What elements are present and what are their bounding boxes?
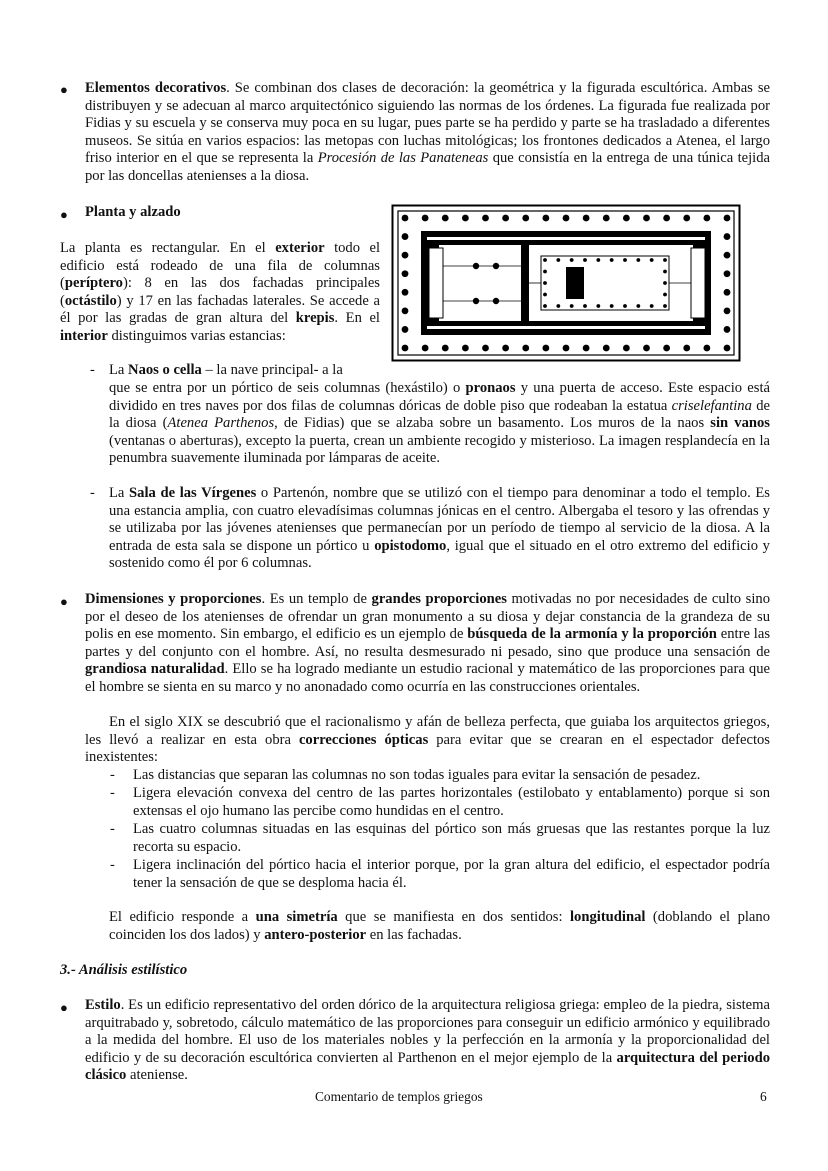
column-dot <box>724 345 731 352</box>
column-dot <box>542 345 549 352</box>
column-dot <box>663 215 670 222</box>
column-dot <box>583 304 587 308</box>
column-dot <box>603 345 610 352</box>
paragraph-naos-first-line: La Naos o cella – la nave principal- a la <box>109 362 343 378</box>
column-dot <box>703 345 710 352</box>
column-dot <box>522 215 529 222</box>
list-item: Ligera inclinación del pórtico hacia el interior porque, por la gran altura del edificio, el espectador podría tener la sensación de que se desploma hacia él. <box>133 857 770 891</box>
column-dot <box>543 258 547 262</box>
column-dot <box>570 258 574 262</box>
list-dash: - <box>110 785 115 801</box>
column-dot <box>542 215 549 222</box>
column-dot <box>623 258 627 262</box>
column-dot <box>583 258 587 262</box>
column-dot <box>724 252 731 259</box>
column-dot <box>563 345 570 352</box>
list-dash: - <box>90 485 95 501</box>
column-dot <box>462 345 469 352</box>
paragraph-correcciones: En el siglo XIX se descubrió que el racionalismo y afán de belleza perfecta, que guiaba los arquitectos griegos, les llevó a realizar en esta obra correcciones ópticas para evitar que se crearan en el espectador defectos inexistentes: <box>85 714 770 766</box>
column-dot <box>422 345 429 352</box>
column-dot <box>703 215 710 222</box>
column-dot <box>402 345 409 352</box>
column-dot <box>724 233 731 240</box>
bullet: ● <box>60 207 68 222</box>
heading-planta: Planta y alzado <box>85 204 181 220</box>
bullet: ● <box>60 1000 68 1015</box>
column-dot <box>610 304 614 308</box>
column-dot <box>543 304 547 308</box>
column-dot <box>402 215 409 222</box>
list-item: Ligera elevación convexa del centro de las partes horizontales (estilobato y entablamento) porque si son extensas el ojo humano las percibe como hundidas en el centro. <box>133 785 770 819</box>
paragraph-estilo: Estilo. Es un edificio representativo del orden dórico de la arquitectura religiosa griega: empleo de la piedra, sistema arquitrabado y, sobretodo, cálculo matemático de las proporciones para conseguir un edificio armónico y equilibrado a la medida del hombre. El uso de los materiales nobles y la perfección en la armonía y la proporcionalidad del edificio y de su decoración escultórica convierten al Parthenon en el mejor ejemplo de la arquitectura del periodo clásico ateniense. <box>85 997 770 1084</box>
column-dot <box>724 307 731 314</box>
list-dash: - <box>110 821 115 837</box>
column-dot <box>402 252 409 259</box>
column-dot <box>583 215 590 222</box>
column-dot <box>663 270 667 274</box>
column-dot <box>663 304 667 308</box>
column-dot <box>596 258 600 262</box>
column-dot <box>724 326 731 333</box>
column-dot <box>442 345 449 352</box>
column-dot <box>570 304 574 308</box>
column-dot <box>543 293 547 297</box>
column-dot <box>683 345 690 352</box>
page-number: 6 <box>760 1089 767 1104</box>
column-dot <box>724 289 731 296</box>
column-dot <box>610 258 614 262</box>
column-dot <box>636 304 640 308</box>
column-dot <box>543 281 547 285</box>
column-dot <box>623 345 630 352</box>
paragraph-naos: que se entra por un pórtico de seis columnas (hexástilo) o pronaos y una puerta de acceso. Este espacio está dividido en tres naves por dos filas de columnas dóricas de doble piso que rodeaban la estatua criselefantina de la diosa (Atenea Parthenos, de Fidias) que se alzaba sobre un basamento. Los muros de la naos sin vanos (ventanas o aberturas), excepto la puerta, crean un ambiente recogido y misterioso. La imagen resplandecía en la penumbra suavemente iluminada por lámparas de aceite. <box>109 380 770 467</box>
column-dot <box>583 345 590 352</box>
column-dot <box>502 215 509 222</box>
column-dot <box>663 258 667 262</box>
temple-floor-plan-image <box>391 204 741 362</box>
paragraph-dimensiones: Dimensiones y proporciones. Es un templo de grandes proporciones motivadas no por necesidades de culto sino por el deseo de los atenienses de ofrendar un gran monumento a su diosa y dejar constancia de la grandeza de su polis en ese momento. Sin embargo, el edificio es un ejemplo de búsqueda de la armonía y la proporción entre las partes y del conjunto con el hombre. Así, no resulta desmesurado ni pesado, sino que produce una sensación de grandiosa naturalidad. Ello se ha logrado mediante un estudio racional y matemático de las proporciones para que el hombre se sienta en su marco y no anonadado como ocurría en las construcciones orientales. <box>85 591 770 695</box>
column-dot <box>683 215 690 222</box>
paragraph-planta: La planta es rectangular. En el exterior todo el edificio está rodeado de una fila de columnas (períptero): 8 en las dos fachadas principales (octástilo) y 17 en las fachadas laterales. Se accede a él por las gradas de gran altura del krepis. En el interior distinguimos varias estancias: <box>60 240 381 344</box>
list-dash: - <box>110 767 115 783</box>
column-dot <box>663 281 667 285</box>
column-dot <box>636 258 640 262</box>
column-dot <box>650 258 654 262</box>
list-dash: - <box>90 362 95 378</box>
column-dot <box>603 215 610 222</box>
list-dash: - <box>110 857 115 873</box>
column-dot <box>462 215 469 222</box>
column-dot <box>650 304 654 308</box>
section-heading: 3.- Análisis estilístico <box>60 962 188 978</box>
column-dot <box>643 345 650 352</box>
list-item: Las distancias que separan las columnas no son todas iguales para evitar la sensación de pesadez. <box>133 767 701 783</box>
column-dot <box>663 293 667 297</box>
column-dot <box>402 326 409 333</box>
column-dot <box>522 345 529 352</box>
paragraph-simetria: El edificio responde a una simetría que se manifiesta en dos sentidos: longitudinal (doblando el plano coinciden los dos lados) y antero-posterior en las fachadas. <box>109 909 770 943</box>
column-dot <box>724 215 731 222</box>
column-dot <box>402 270 409 277</box>
bullet: ● <box>60 594 68 609</box>
column-dot <box>402 233 409 240</box>
column-dot <box>663 345 670 352</box>
column-dot <box>596 304 600 308</box>
column-dot <box>422 215 429 222</box>
column-dot <box>402 289 409 296</box>
paragraph-sala: La Sala de las Vírgenes o Partenón, nombre que se utilizó con el tiempo para denominar a todo el templo. Es una estancia amplia, con cuatro elevadísimas columnas jónicas en el centro. Albergaba el tesoro y las ofrendas y se utilizaba por las jóvenes atenienses que permanecían por un período de tiempo al servicio de la diosa. A la entrada de esta sala se dispone un pórtico u opistodomo, igual que el situado en el otro extremo del edificio y sostenido como él por 6 columnas. <box>109 485 770 572</box>
column-dot <box>724 270 731 277</box>
column-dot <box>623 215 630 222</box>
column-dot <box>442 215 449 222</box>
column-dot <box>543 270 547 274</box>
column-dot <box>563 215 570 222</box>
column-dot <box>623 304 627 308</box>
column-dot <box>502 345 509 352</box>
list-item: Las cuatro columnas situadas en las esquinas del pórtico son más gruesas que las restantes porque la luz recorta su espacio. <box>133 821 770 855</box>
column-dot <box>643 215 650 222</box>
column-dot <box>402 307 409 314</box>
bullet: ● <box>60 82 68 97</box>
column-dot <box>556 304 560 308</box>
paragraph-decorativos: Elementos decorativos. Se combinan dos clases de decoración: la geométrica y la figurada escultórica. Ambas se distribuyen y se adecuan al marco arquitectónico siguiendo las normas de los órdenes. La figurada fue realizada por Fidias y su escuela y se conserva muy poca en su lugar, pues parte se ha perdido y parte se ha trasladado a diferentes museos. Se sitúa en varios espacios: las metopas con luchas mitológicas; los frontones dedicados a Atenea, el largo friso interior en el que se representa la Procesión de las Panateneas que consistía en la entrega de una túnica tejida por las doncellas atenienses a la diosa. <box>85 80 770 184</box>
column-dot <box>482 345 489 352</box>
footer-title: Comentario de templos griegos <box>315 1089 483 1104</box>
column-dot <box>556 258 560 262</box>
column-dot <box>482 215 489 222</box>
